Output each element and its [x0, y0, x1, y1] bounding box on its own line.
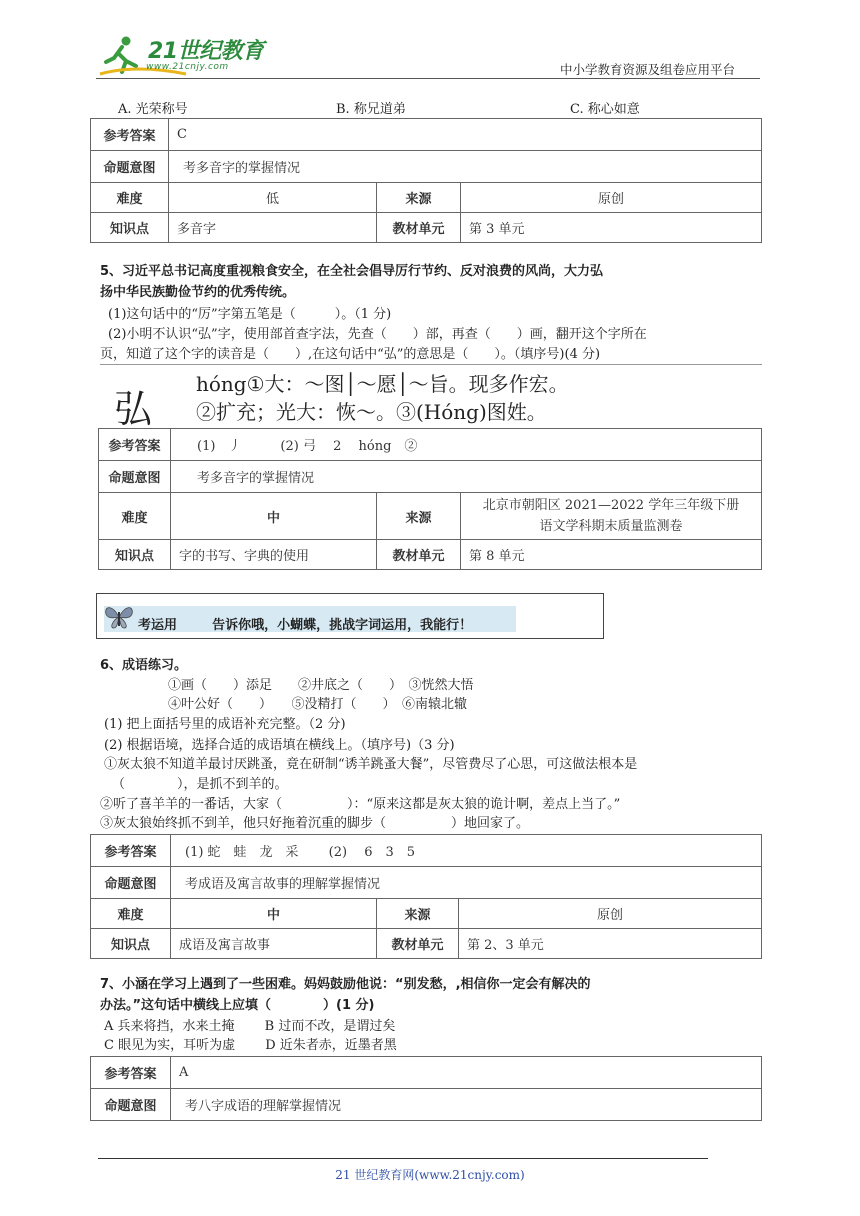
q5-info-table	[98, 428, 762, 570]
difficulty-value: 中	[171, 899, 377, 929]
source-value: 原创	[459, 899, 762, 929]
table-row	[99, 461, 762, 493]
answer-value: (1) 蛇 蛙 龙 采 (2) 6 3 5	[171, 835, 762, 867]
logo-url: www.21cnjy.com	[146, 62, 229, 72]
q7-title-line1: 7、小涵在学习上遇到了一些困难。妈妈鼓励他说：“别发愁，,相信你一定会有解决的	[100, 977, 591, 992]
q5-title-line1: 5、习近平总书记高度重视粮食安全，在全社会倡导厉行节约、反对浪费的风尚，大力弘	[100, 264, 604, 279]
intent-label: 命题意图	[91, 151, 169, 183]
q6-sentence2: ②听了喜羊羊的一番话，大家（ ）：“原来这都是灰太狼的诡计啊，差点上当了。”	[100, 797, 621, 812]
answer-label: 参考答案	[91, 119, 169, 151]
table-row	[99, 429, 762, 461]
source-label: 来源	[377, 899, 459, 929]
header-divider	[96, 78, 760, 79]
q6-part2: (2) 根据语境，选择合适的成语填在横线上。（填序号)（3 分)	[104, 738, 455, 753]
unit-label: 教材单元	[377, 929, 459, 959]
answer-value: C	[169, 119, 762, 151]
q6-idiom-row2: ④叶公好（ ） ⑤没精打（ ） ⑥南辕北辙	[168, 697, 468, 712]
q5-line1: (1)这句话中的“厉”字第五笔是（ ）。（1 分)	[108, 307, 392, 322]
q7-options-row2: C 眼见为实，耳听为虚 D 近朱者赤，近墨者黑	[104, 1038, 397, 1053]
q7-title-line2: 办法。”这句话中横线上应填（ ）(1 分)	[100, 998, 375, 1013]
q6-info-table	[90, 834, 762, 959]
q6-title: 6、成语练习。	[100, 658, 188, 673]
answer-label: 参考答案	[91, 835, 171, 867]
footer-divider	[98, 1158, 708, 1159]
q5-title-line2: 扬中华民族勤俭节约的优秀传统。	[100, 285, 296, 300]
platform-name: 中小学教育资源及组卷应用平台	[560, 62, 736, 77]
difficulty-value: 中	[171, 493, 377, 540]
difficulty-value: 低	[169, 183, 377, 213]
intent-value: 考多音字的掌握情况	[169, 151, 762, 183]
butterfly-icon	[104, 604, 134, 630]
difficulty-label: 难度	[91, 899, 171, 929]
logo-text: 21世纪教育	[148, 39, 264, 64]
source-line2: 语文学科期末质量监测卷	[539, 519, 683, 534]
table-row	[91, 899, 762, 929]
table-row	[99, 540, 762, 570]
difficulty-label: 难度	[91, 183, 169, 213]
table-row	[91, 1089, 762, 1121]
q6-sentence3: ③灰太狼始终抓不到羊，他只好拖着沉重的脚步（ ）地回家了。	[100, 816, 530, 831]
answer-label: 参考答案	[99, 429, 171, 461]
q4-info-table	[90, 118, 762, 243]
source-line1: 北京市朝阳区 2021—2022 学年三年级下册	[482, 498, 740, 513]
unit-value: 第 8 单元	[461, 540, 762, 570]
q5-line3: 页，知道了这个字的读音是（ ）,在这句话中“弘”的意思是（ ）。（填序号)(4 分)	[100, 347, 601, 362]
answer-value: (1) 丿 (2) 弓 2 hóng ②	[171, 429, 762, 461]
knowledge-value: 字的书写、字典的使用	[171, 540, 377, 570]
intent-value: 考多音字的掌握情况	[171, 461, 762, 493]
answer-value: A	[171, 1057, 762, 1089]
table-row	[91, 151, 762, 183]
q7-options-row1: A 兵来将挡，水来土掩 B 过而不改，是谓过矣	[104, 1019, 396, 1034]
banner-title: 考运用	[138, 618, 178, 633]
table-row	[91, 929, 762, 959]
intent-value: 考八字成语的理解掌握情况	[171, 1089, 762, 1121]
dictionary-line1: hóng①大：～图│～愿│～旨。现多作宏。	[196, 372, 569, 396]
q6-part1: (1) 把上面括号里的成语补充完整。（2 分)	[104, 717, 346, 732]
dictionary-char: 弘	[114, 387, 153, 431]
q5-line2: (2)小明不认识“弘”字，使用部首查字法，先查（ ）部，再查（ ）画，翻开这个字所在	[108, 327, 647, 342]
q7-info-table	[90, 1056, 762, 1121]
unit-label: 教材单元	[377, 213, 461, 243]
difficulty-label: 难度	[99, 493, 171, 540]
option-c: C. 称心如意	[570, 102, 640, 117]
source-label: 来源	[377, 493, 461, 540]
table-row	[91, 1057, 762, 1089]
knowledge-label: 知识点	[99, 540, 171, 570]
banner-slogan: 告诉你哦，小蝴蝶，挑战字词运用，我能行！	[212, 618, 473, 633]
table-row	[91, 183, 762, 213]
table-row	[91, 867, 762, 899]
unit-value: 第 2、3 单元	[459, 929, 762, 959]
table-row	[91, 835, 762, 867]
option-a: A. 光荣称号	[118, 102, 188, 117]
intent-label: 命题意图	[91, 867, 171, 899]
source-label: 来源	[377, 183, 461, 213]
knowledge-value: 成语及寓言故事	[171, 929, 377, 959]
intent-value: 考成语及寓言故事的理解掌握情况	[171, 867, 762, 899]
unit-value: 第 3 单元	[461, 213, 762, 243]
table-row	[99, 493, 762, 540]
knowledge-value: 多音字	[169, 213, 377, 243]
banner-text	[138, 614, 472, 633]
intent-label: 命题意图	[99, 461, 171, 493]
knowledge-label: 知识点	[91, 213, 169, 243]
footer-link[interactable]: 21 世纪教育网(www.21cnjy.com)	[335, 1168, 525, 1182]
table-row	[91, 213, 762, 243]
dictionary-line2: ②扩充；光大：恢～。③(Hóng)图姓。	[196, 400, 547, 424]
unit-label: 教材单元	[377, 540, 461, 570]
source-value	[461, 493, 762, 540]
table-row	[91, 119, 762, 151]
q5-divider	[100, 364, 762, 365]
answer-label: 参考答案	[91, 1057, 171, 1089]
option-b: B. 称兄道弟	[336, 102, 406, 117]
source-value: 原创	[461, 183, 762, 213]
q6-sentence1-cont: （ ），是抓不到羊的。	[112, 777, 288, 792]
q6-sentence1: ①灰太狼不知道羊最讨厌跳蚤，竟在研制“诱羊跳蚤大餐”，尽管费尽了心思，可这做法根本是	[104, 757, 638, 772]
intent-label: 命题意图	[91, 1089, 171, 1121]
q6-idiom-row1: ①画（ ）添足 ②井底之（ ） ③恍然大悟	[168, 678, 474, 693]
knowledge-label: 知识点	[91, 929, 171, 959]
